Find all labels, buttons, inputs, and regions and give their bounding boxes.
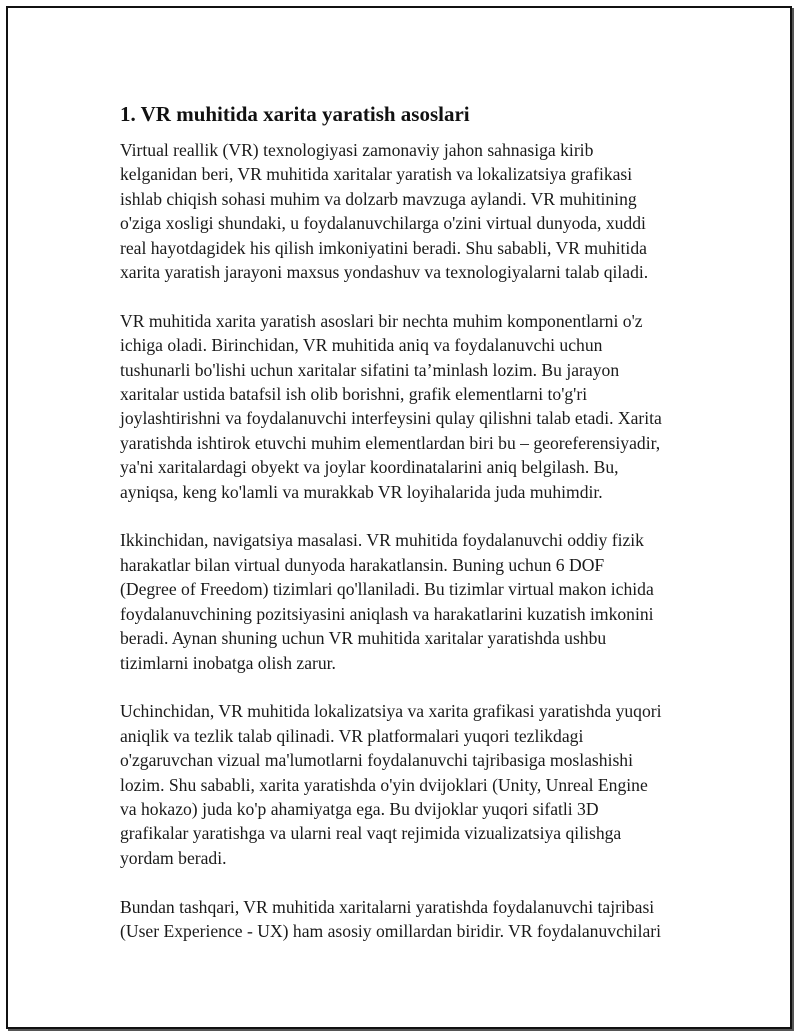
paragraph-user-experience: Bundan tashqari, VR muhitida xaritalarni yaratishda foydalanuvchi tajribasi (User Experience - UX) ham asosiy omillardan biridir. VR foydalanuvchilari — [120, 896, 662, 941]
section-title: 1. VR muhitida xarita yaratish asoslari — [120, 102, 470, 126]
paragraph-intro: Virtual reallik (VR) texnologiyasi zamonaviy jahon sahnasiga kirib kelganidan beri, VR muhitida xaritalar yaratish va lokalizatsiya grafikasi ishlab chiqish sohasi muhim va dolzarb mavzuga aylandi. VR muhitining o'ziga xosligi shundaki, u foydalanuvchilarga o'zini virtual dunyoda, xuddi real hayotdagidek his qilish imkoniyatini beradi. Shu sababli, VR muhitida xarita yaratish jarayoni maxsus yondashuv va texnologiyalarni talab qiladi. — [120, 140, 649, 283]
document-body — [120, 100, 710, 968]
paragraph-navigation: Ikkinchidan, navigatsiya masalasi. VR muhitida foydalanuvchi oddiy fizik harakatlar bilan virtual dunyoda harakatlansin. Buning uchun 6 DOF (Degree of Freedom) tizimlari qo'llaniladi. Bu tizimlar virtual makon ichida foydalanuvchining pozitsiyasini aniqlash va harakatlarini kuzatish imkonini beradi. Aynan shuning uchun VR muhitida xaritalar yaratishda ushbu tizimlarni inobatga olish zarur. — [120, 530, 654, 673]
paragraph-components: VR muhitida xarita yaratish asoslari bir nechta muhim komponentlarni o'z ichiga oladi. Birinchidan, VR muhitida aniq va foydalanuvchi uchun tushunarli bo'lishi uchun xaritalar sifatini ta’minlash lozim. Bu jarayon xaritalar ustida batafsil ish olib borishni, grafik elementlarni to'g'ri joylashtirishni va foydalanuvchi interfeysini qulay qilishni talab etadi. Xarita yaratishda ishtirok etuvchi muhim elementlardan biri bu – georeferensiyadir, ya'ni xaritalardagi obyekt va joylar koordinatalarini aniq belgilash. Bu, ayniqsa, keng ko'lamli va murakkab VR loyihalarida juda muhimdir. — [120, 310, 662, 502]
paragraph-localization: Uchinchidan, VR muhitida lokalizatsiya va xarita grafikasi yaratishda yuqori aniqlik va tezlik talab qilinadi. VR platformalari yuqori tezlikdagi o'zgaruvchan vizual ma'lumotlarni foydalanuvchi tajribasiga moslashishi lozim. Shu sababli, xarita yaratishda o'yin dvijoklari (Unity, Unreal Engine va hokazo) juda ko'p ahamiyatga ega. Bu dvijoklar yuqori sifatli 3D grafikalar yaratishga va ularni real vaqt rejimida vizualizatsiya qilishga yordam beradi. — [120, 701, 662, 868]
page-frame — [6, 6, 792, 1029]
